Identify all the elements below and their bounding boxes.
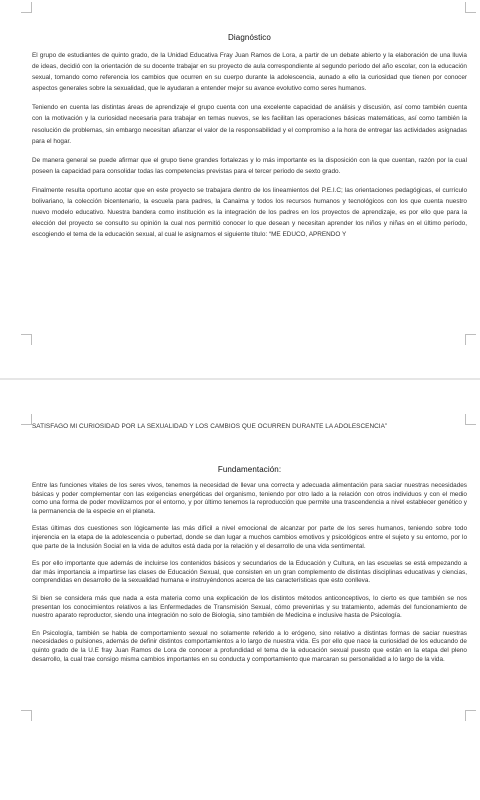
title-continuation: SATISFAGO MI CURIOSIDAD POR LA SEXUALIDAD Y LOS CAMBIOS QUE OCURREN DURANTE LA ADOLESCENCIA” <box>32 423 388 430</box>
paragraph: Teniendo en cuenta las distintas áreas de aprendizaje el grupo cuenta con una excelente capacidad de análisis y discusión, así como también cuenta con la motivación y la curiosidad necesaria para trabajar en temas nuevos, se les facilitan las operaciones básicas matemáticas, así como también la resolución de problemas, sin embargo necesitan afianzar el valor de la responsabilidad y el compromiso a la hora de entregar las actividades asignadas para el hogar. <box>32 104 467 145</box>
paragraph: Estas últimas dos cuestiones son lógicamente las más difícil a nivel emocional de alcanzar por parte de los seres humanos, teniendo sobre todo injerencia en la etapa de la adolescencia o pubertad, donde se dan lugar a muchos cambios emotivos y psicológicos entre el sujeto y su entorno, por lo que parte de la Inclusión Social en la vida de adultos está dada por la relación y el desarrollo de una vida sentimental. <box>32 525 467 550</box>
paragraph: Si bien se considera más que nada a esta materia como una explicación de los distintos métodos anticonceptivos, lo cierto es que también se nos presentan los conocimientos relativos a las Enfermedades de Transmisión Sexual, cómo prevenirlas y su tratamiento, además del funcionamiento de nuestro aparato reproductor, siendo una integración no solo de Biología, sino también de Medicina e inclusive hasta de Psicología. <box>32 594 467 620</box>
page-corner-mark <box>21 414 32 425</box>
paragraph: Entre las funciones vitales de los seres vivos, tenemos la necesidad de llevar una correcta y adecuada alimentación para saciar nuestras necesidades básicas y poder complementar con las exigencias energéticas del organismo, teniendo por otro lado a la relación con otros individuos y con el medio como una forma de poder movilizarnos por el entorno, y por último tenemos la reproducción que permite una trascendencia a nivel establecer genético y la permanencia de la especie en el planeta. <box>32 482 467 515</box>
page-corner-mark <box>21 2 32 13</box>
page-2-body <box>32 422 467 673</box>
paragraph: Es por ello importante que además de incluirse los contenidos básicos y secundarios de la Educación y Cultura, en las escuelas se está empezando a dar más importancia a impartirse las clases de Educación Sexual, que consisten en un gran complemento de distintas disciplinas educativas y ciencias, comprendidas en desarrollo de la sexualidad humana e instruyéndonos acerca de las características que esto conlleva. <box>32 560 467 585</box>
paragraph: Finalmente resulta oportuno acotar que en este proyecto se trabajara dentro de los lineamientos del P.E.I.C; las orientaciones pedagógicas, el currículo bolivariano, la colección bicentenario, la escuela para padres, la Canaima y todos los recursos humanos y tecnológicos con los que cuenta nuestro nuevo modelo educativo. Nuestra bandera como institución es la integración de los padres en los proyectos de aprendizaje, es por ello que para la elección del proyecto se consulto su opinión la cual nos permitió conocer lo que desean y necesitan aprender los niños y niñas en el último período, escogiendo el tema de la educación sexual, al cual le asignamos el siguiente título: “ME EDUCO, APRENDO Y <box>32 186 467 239</box>
paragraph: De manera general se puede afirmar que el grupo tiene grandes fortalezas y lo más importante es la disposición con la que cuentan, razón por la cual poseen la capacidad para consolidar todas las competencias previstas para el tercer periodo de sexto grado. <box>32 156 467 175</box>
section-title-diagnostico: Diagnóstico <box>228 33 271 42</box>
page-1-body <box>32 33 467 248</box>
page-corner-mark <box>21 334 32 345</box>
page-corner-mark <box>21 710 32 721</box>
document-page-1 <box>0 0 480 378</box>
page-corner-mark <box>465 334 476 345</box>
section-title-fundamentacion: Fundamentación: <box>217 465 282 474</box>
page-corner-mark <box>465 710 476 721</box>
paragraph: En Psicología, también se habla de comportamiento sexual no solamente referido a lo erógeno, sino relativo a distintas formas de saciar nuestras necesidades o pulsiones, además de definir distintos comportamientos a lo largo de nuestra vida. Es por ello que nace la curiosidad de los educando de quinto grado de la U.E fray Juan Ramos de Lora de conocer a profundidad el tema de la educación sexual puesto que están en la etapa del pleno desarrollo, la cual trae consigo misma cambios importantes en su conducta y comportamiento que marcaran su personalidad a lo largo de la vida. <box>32 629 467 663</box>
paragraph: El grupo de estudiantes de quinto grado, de la Unidad Educativa Fray Juan Ramos de Lora, a partir de un debate abierto y la elaboración de una lluvia de ideas, decidió con la orientación de su docente trabajar en su proyecto de aula correspondiente al segundo período del año escolar, con la educación sexual, tomando como referencia los cambios que ocurren en su cuerpo durante la adolescencia, aunado a ello la curiosidad que tienen por conocer aspectos generales sobre la sexualidad, que le ayudaran a entender mejor su avance evolutivo como seres humanos. <box>32 52 467 93</box>
page-corner-mark <box>465 2 476 13</box>
document-page-2 <box>0 380 480 800</box>
